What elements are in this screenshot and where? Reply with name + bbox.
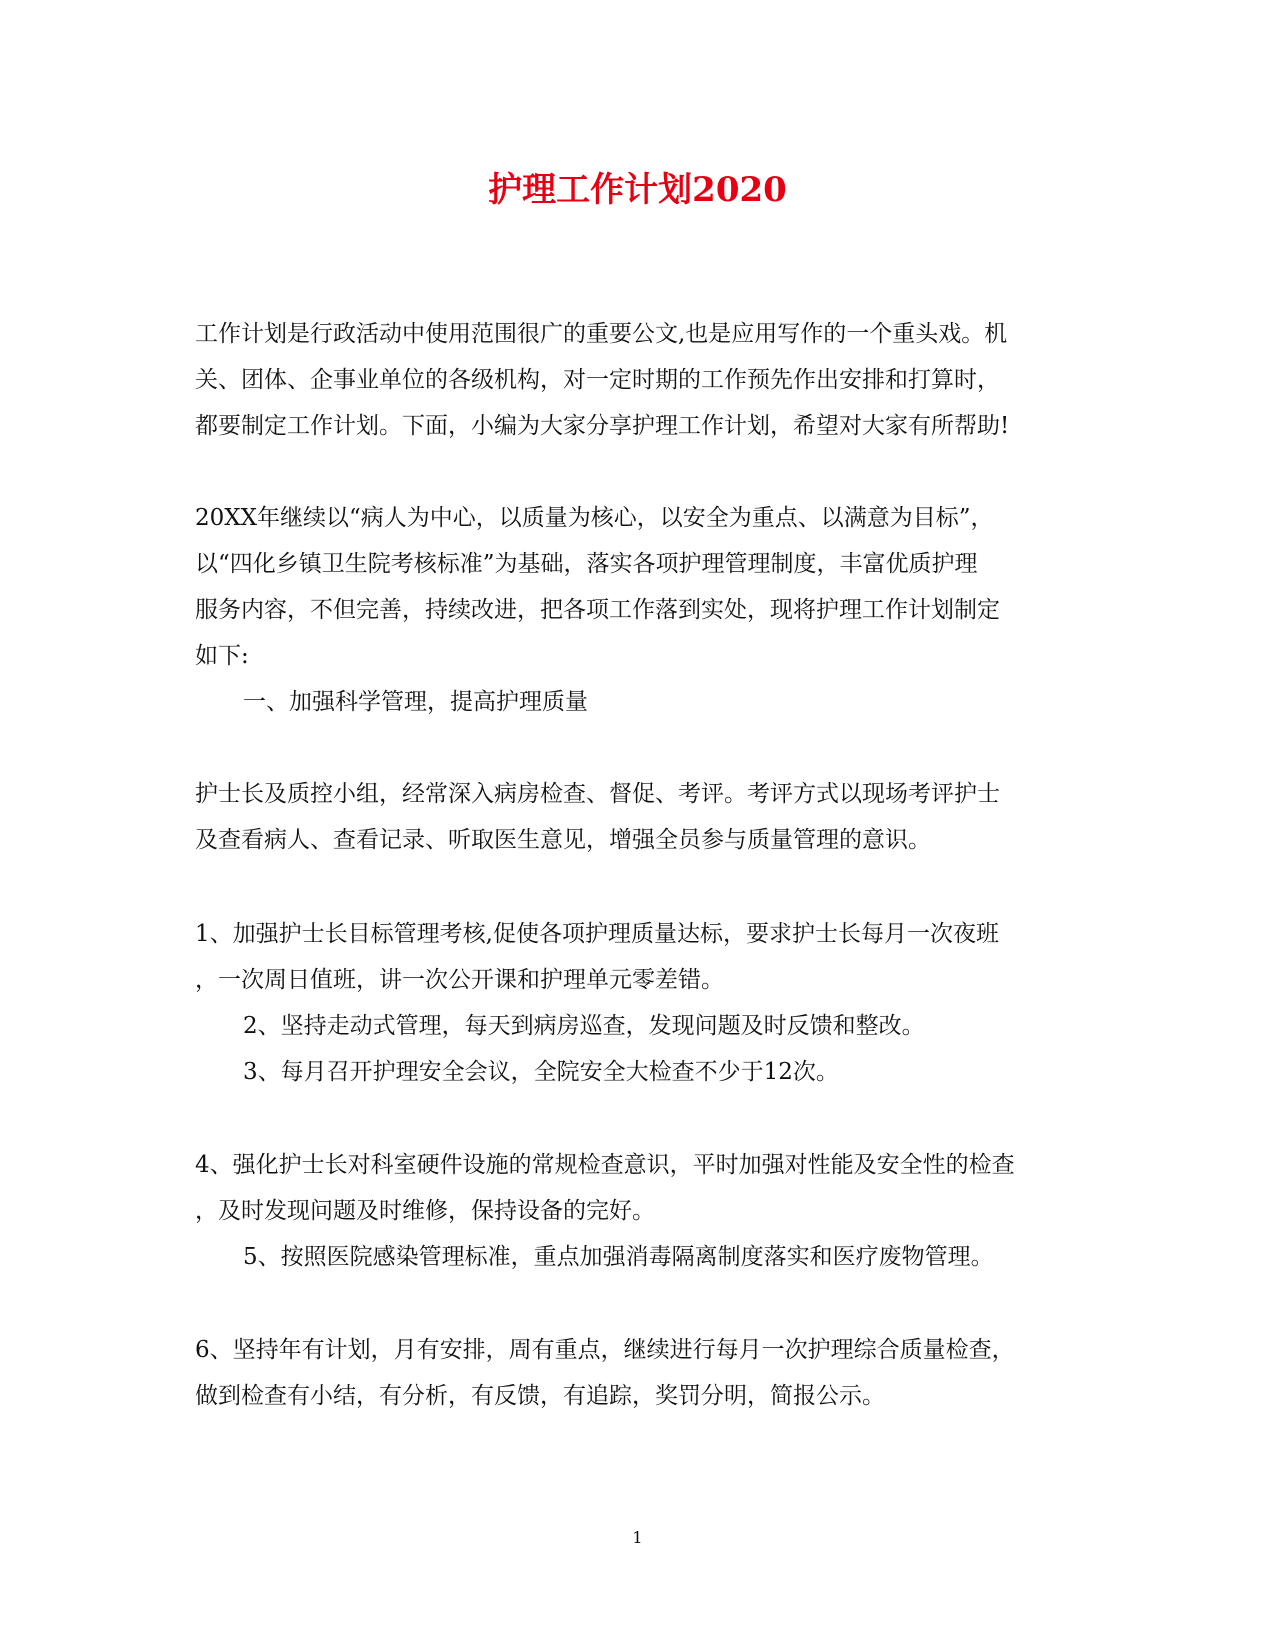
page-number: 1 [632,1528,643,1547]
section-heading-1: 一、加强科学管理，提高护理质量 [243,689,588,715]
list-item-6-line-2: 做到检查有小结，有分析，有反馈，有追踪，奖罚分明，简报公示。 [195,1383,885,1409]
list-item-3: 3、每月召开护理安全会议，全院安全大检查不少于12次。 [243,1059,839,1085]
list-item-2: 2、坚持走动式管理，每天到病房巡查，发现问题及时反馈和整改。 [243,1013,925,1039]
paragraph-2-line-2: 以“四化乡镇卫生院考核标准”为基础，落实各项护理管理制度，丰富优质护理 [195,551,978,577]
list-item-1-line-1: 1、加强护士长目标管理考核,促使各项护理质量达标，要求护士长每月一次夜班 [195,921,999,947]
paragraph-3-line-1: 护士长及质控小组，经常深入病房检查、督促、考评。考评方式以现场考评护士 [195,781,1000,807]
paragraph-1-line-3: 都要制定工作计划。下面，小编为大家分享护理工作计划，希望对大家有所帮助! [195,413,1010,439]
paragraph-1-line-2: 关、团体、企事业单位的各级机构，对一定时期的工作预先作出安排和打算时， [195,367,1000,393]
list-item-5: 5、按照医院感染管理标准，重点加强消毒隔离制度落实和医疗废物管理。 [243,1244,994,1270]
document-title: 护理工作计划2020 [488,170,787,210]
list-item-6-line-1: 6、坚持年有计划，月有安排，周有重点，继续进行每月一次护理综合质量检查， [195,1337,1015,1363]
list-item-1-line-2: ，一次周日值班，讲一次公开课和护理单元零差错。 [195,967,724,993]
list-item-4-line-1: 4、强化护士长对科室硬件设施的常规检查意识，平时加强对性能及安全性的检查 [195,1152,1015,1178]
paragraph-2-line-3: 服务内容，不但完善，持续改进，把各项工作落到实处，现将护理工作计划制定 [195,597,1000,623]
paragraph-2-line-4: 如下: [195,643,249,669]
paragraph-3-line-2: 及查看病人、查看记录、听取医生意见，增强全员参与质量管理的意识。 [195,827,931,853]
list-item-4-line-2: ，及时发现问题及时维修，保持设备的完好。 [195,1198,655,1224]
paragraph-1-line-1: 工作计划是行政活动中使用范围很广的重要公文,也是应用写作的一个重头戏。机 [195,321,1008,347]
paragraph-2-line-1: 20XX年继续以“病人为中心，以质量为核心，以安全为重点、以满意为目标”， [195,505,994,531]
